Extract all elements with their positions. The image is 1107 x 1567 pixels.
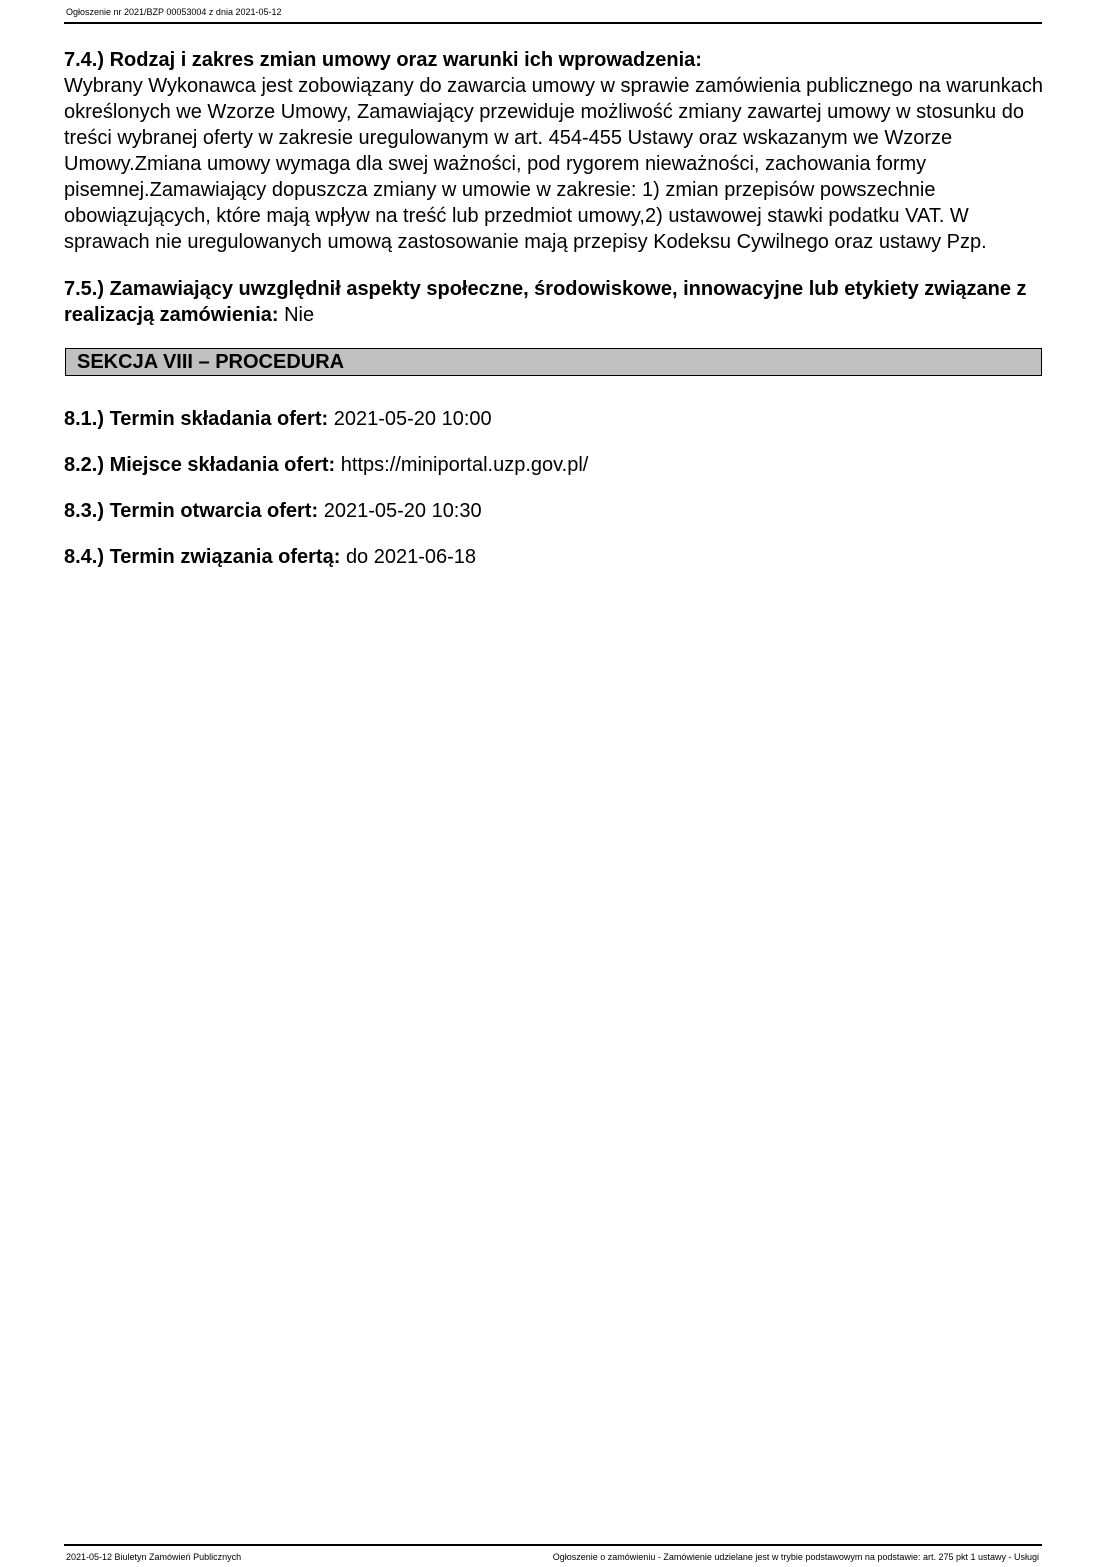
section-viii-banner: SEKCJA VIII – PROCEDURA: [65, 348, 1042, 376]
procedure-item-value: https://miniportal.uzp.gov.pl/: [340, 454, 589, 476]
procedure-item-8-1: [64, 406, 1044, 432]
procedure-list: [64, 406, 1044, 570]
procedure-item-8-2: [64, 452, 1044, 478]
procedure-item-value: 2021-05-20 10:00: [333, 408, 492, 430]
procedure-item-value: do 2021-06-18: [345, 546, 477, 568]
footer-publication: 2021-05-12 Biuletyn Zamówień Publicznych: [66, 1552, 242, 1562]
procedure-item-value: 2021-05-20 10:30: [323, 500, 482, 522]
procedure-item-label: 8.2.) Miejsce składania ofert:: [64, 454, 336, 476]
section-7-4-label: 7.4.) Rodzaj i zakres zmian umowy oraz warunki ich wprowadzenia:: [64, 49, 702, 71]
section-7-5-label: 7.5.) Zamawiający uwzględnił aspekty społeczne, środowiskowe, innowacyjne lub etykiety związane z realizacją zamówienia:: [64, 278, 1027, 326]
footer-divider: [64, 1544, 1042, 1546]
section-7-5-value: Nie: [284, 304, 315, 326]
section-7-4-text: Wybrany Wykonawca jest zobowiązany do zawarcia umowy w sprawie zamówienia publicznego na warunkach określonych we Wzorze Umowy, Zamawiający przewiduje możliwość zmiany zawartej umowy w stosunku do treści wybranej oferty w zakresie uregulowanym w art. 454-455 Ustawy oraz wskazanym we Wzorze Umowy.Zmiana umowy wymaga dla swej ważności, pod rygorem nieważności, zachowania formy pisemnej.Zamawiający dopuszcza zmiany w umowie w zakresie: 1) zmian przepisów powszechnie obowiązujących, które mają wpływ na treść lub przedmiot umowy,2) ustawowej stawki podatku VAT. W sprawach nie uregulowanych umową zastosowanie mają przepisy Kodeksu Cywilnego oraz ustawy Pzp.: [64, 75, 1043, 253]
header-divider: [64, 22, 1042, 24]
section-7-4: [64, 47, 1044, 255]
procedure-item-label: 8.3.) Termin otwarcia ofert:: [64, 500, 319, 522]
procedure-item-label: 8.4.) Termin związania ofertą:: [64, 546, 341, 568]
procedure-item-label: 8.1.) Termin składania ofert:: [64, 408, 329, 430]
footer-notice-type: Ogłoszenie o zamówieniu - Zamówienie udzielane jest w trybie podstawowym na podstawie: art. 275 pkt 1 ustawy - Usługi: [552, 1552, 1039, 1562]
procedure-item-8-4: [64, 544, 1044, 570]
section-7-5: [64, 276, 1044, 328]
procedure-item-8-3: [64, 498, 1044, 524]
page-header: Ogłoszenie nr 2021/BZP 00053004 z dnia 2021-05-12: [66, 7, 282, 17]
document-content: [64, 47, 1044, 590]
